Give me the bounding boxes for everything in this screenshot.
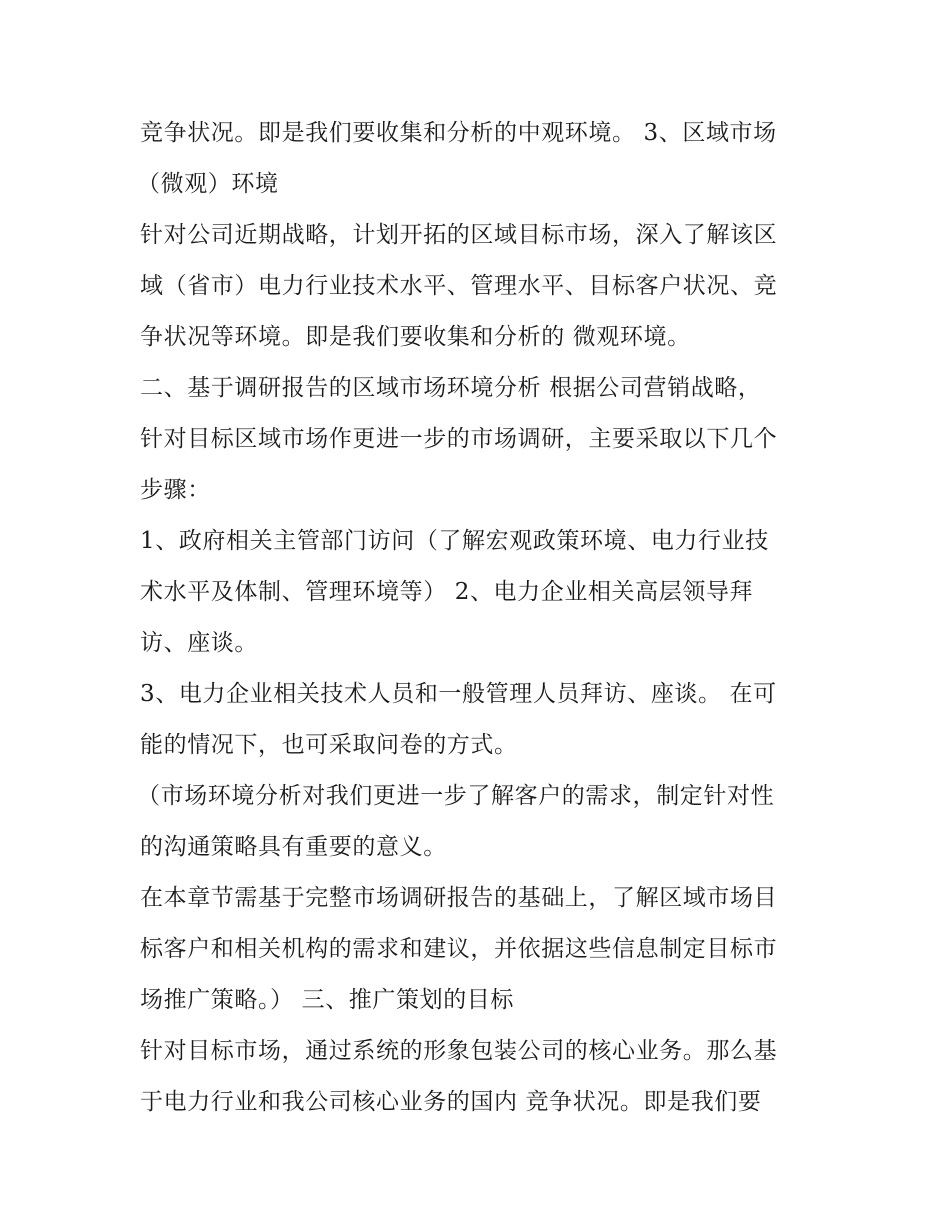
text-line: 访、座谈。 (140, 630, 258, 656)
text-line: 针对公司近期战略，计划开拓的区域目标市场，深入了解该区 (140, 222, 778, 248)
text-line: 域（省市）电力行业技术水平、管理水平、目标客户状况、竞 (140, 273, 778, 299)
text-line: 1、政府相关主管部门访问（了解宏观政策环境、电力行业技 (140, 528, 769, 554)
text-line: 竞争状况。即是我们要收集和分析的中观环境。 3、区域市场 (140, 120, 777, 146)
text-line: 场推广策略。） 三、推广策划的目标 (140, 987, 515, 1013)
text-line: 争状况等环境。即是我们要收集和分析的 微观环境。 (140, 324, 691, 350)
document-body (137, 108, 820, 1128)
text-line: （微观）环境 (137, 171, 279, 197)
text-line: 3、电力企业相关技术人员和一般管理人员拜访、座谈。 在可 (140, 681, 777, 707)
text-line: 步骤： (140, 477, 211, 503)
text-line: 的沟通策略具有重要的意义。 (140, 834, 447, 860)
text-line: （市场环境分析对我们更进一步了解客户的需求，制定针对性 (137, 783, 775, 809)
text-line: 标客户和相关机构的需求和建议，并依据这些信息制定目标市 (140, 936, 778, 962)
text-line: 针对目标市场，通过系统的形象包装公司的核心业务。那么基 (140, 1038, 778, 1064)
text-line: 在本章节需基于完整市场调研报告的基础上，了解区域市场目 (140, 885, 778, 911)
text-line: 术水平及体制、管理环境等） 2、电力企业相关高层领导拜 (140, 579, 754, 605)
text-line: 二、基于调研报告的区域市场环境分析 根据公司营销战略， (140, 375, 762, 401)
text-line: 能的情况下，也可采取问卷的方式。 (140, 732, 518, 758)
text-line: 针对目标区域市场作更进一步的市场调研，主要采取以下几个 (140, 426, 778, 452)
text-line: 于电力行业和我公司核心业务的国内 竞争状况。即是我们要 (140, 1089, 762, 1115)
